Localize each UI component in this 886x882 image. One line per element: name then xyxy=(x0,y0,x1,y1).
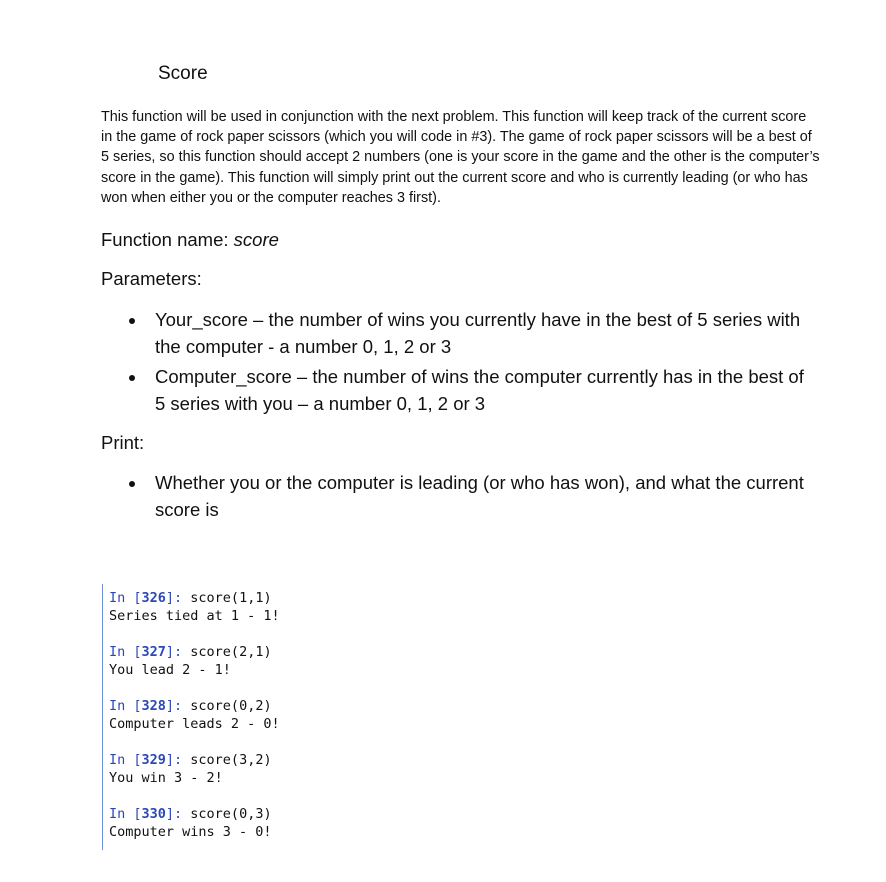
cell-number: 328 xyxy=(141,698,166,714)
function-name-value: score xyxy=(233,229,279,250)
in-prompt: In [ xyxy=(109,590,142,606)
in-prompt: In [ xyxy=(109,752,142,768)
code-cell xyxy=(109,644,409,679)
function-call: score(2,1) xyxy=(190,644,272,660)
parameter-item: Your_score – the number of wins you currently have in the best of 5 series with the computer - a number 0, 1, 2 or 3 xyxy=(128,306,808,360)
code-cell xyxy=(109,698,409,733)
in-prompt-suffix: ]: xyxy=(165,752,191,768)
input-line xyxy=(109,752,409,770)
in-prompt-suffix: ]: xyxy=(165,806,191,822)
cell-number: 326 xyxy=(141,590,166,606)
parameter-item: Computer_score – the number of wins the computer currently has in the best of 5 series with you – a number 0, 1, 2 or 3 xyxy=(128,363,808,417)
cell-number: 327 xyxy=(141,644,166,660)
function-call: score(1,1) xyxy=(190,590,272,606)
function-call: score(3,2) xyxy=(190,752,272,768)
cell-number: 329 xyxy=(141,752,166,768)
page-title: Score xyxy=(158,63,208,84)
code-cell xyxy=(109,752,409,787)
input-line xyxy=(109,644,409,662)
in-prompt: In [ xyxy=(109,698,142,714)
cell-number: 330 xyxy=(141,806,166,822)
in-prompt: In [ xyxy=(109,806,142,822)
function-name-label: Function name: xyxy=(101,229,234,250)
in-prompt: In [ xyxy=(109,644,142,660)
in-prompt-suffix: ]: xyxy=(165,698,191,714)
function-call: score(0,2) xyxy=(190,698,272,714)
code-output-block xyxy=(102,584,409,850)
output-line: You win 3 - 2! xyxy=(109,769,223,786)
parameters-list xyxy=(128,306,808,420)
input-line xyxy=(109,698,409,716)
function-call: score(0,3) xyxy=(190,806,272,822)
output-line: You lead 2 - 1! xyxy=(109,661,231,678)
parameters-label: Parameters: xyxy=(101,268,202,289)
print-item: Whether you or the computer is leading (or who has won), and what the current score is xyxy=(128,469,808,523)
print-label: Print: xyxy=(101,432,145,453)
input-line xyxy=(109,806,409,824)
print-list xyxy=(128,469,808,526)
in-prompt-suffix: ]: xyxy=(165,644,191,660)
in-prompt-suffix: ]: xyxy=(165,590,191,606)
output-line: Computer leads 2 - 0! xyxy=(109,715,280,732)
intro-paragraph: This function will be used in conjunction with the next problem. This function will keep track of the current score in the game of rock paper scissors (which you will code in #3). The game of rock paper scissors will be a best of 5 series, so this function should accept 2 numbers (one is your score in the game and the other is the computer’s score in the game). This function will simply print out the current score and who is currently leading (or who has won when either you or the computer reaches 3 first). xyxy=(101,109,820,206)
code-cell xyxy=(109,806,409,841)
function-name-line xyxy=(101,229,279,251)
input-line xyxy=(109,590,409,608)
output-line: Computer wins 3 - 0! xyxy=(109,823,272,840)
code-cell xyxy=(109,590,409,625)
output-line: Series tied at 1 - 1! xyxy=(109,607,280,624)
